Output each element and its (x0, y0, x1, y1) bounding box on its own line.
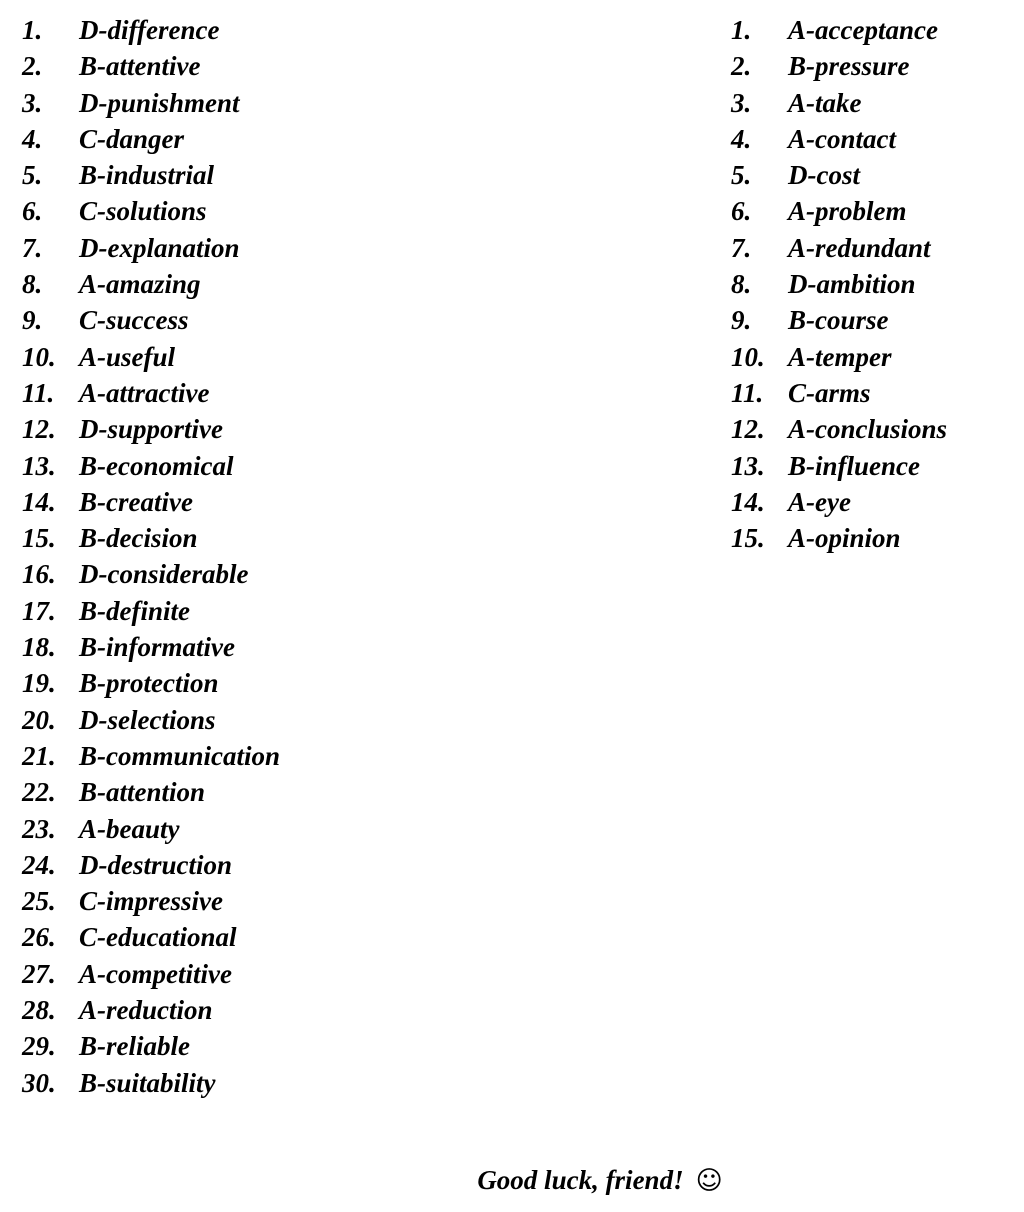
answer-item (731, 157, 947, 193)
answer-number: 12. (22, 414, 56, 445)
answer-number: 8. (731, 269, 752, 300)
answer-item (731, 12, 947, 48)
answer-item (731, 266, 947, 302)
answer-text: B-pressure (788, 51, 910, 82)
answer-item (22, 12, 280, 48)
answer-item (22, 593, 280, 629)
answer-item (22, 266, 280, 302)
answer-text: B-course (788, 305, 889, 336)
answer-item (22, 339, 280, 375)
answer-number: 3. (22, 87, 43, 118)
answer-text: A-eye (788, 486, 851, 517)
answer-text: C-success (79, 305, 189, 336)
answer-number: 14. (22, 486, 56, 517)
answer-text: D-destruction (79, 849, 233, 880)
answer-item (731, 230, 947, 266)
answer-item (731, 484, 947, 520)
answer-number: 18. (22, 632, 56, 663)
answer-text: D-punishment (79, 87, 240, 118)
answer-number: 10. (22, 341, 56, 372)
answer-number: 5. (22, 160, 43, 191)
answer-text: A-beauty (79, 813, 180, 844)
answer-number: 15. (22, 523, 56, 554)
answer-number: 1. (731, 15, 752, 45)
answer-text: B-economical (79, 450, 234, 481)
answer-number: 26. (22, 922, 56, 953)
answer-text: D-ambition (788, 269, 916, 300)
answer-text: B-creative (79, 486, 193, 517)
answer-text: A-competitive (79, 958, 232, 989)
footer-message (0, 1160, 1024, 1201)
answer-text: B-definite (79, 595, 190, 626)
answer-item (731, 411, 947, 447)
answer-item (22, 956, 280, 992)
answer-item (22, 847, 280, 883)
answer-list-right (731, 12, 947, 556)
answer-item (731, 302, 947, 338)
answer-item (22, 157, 280, 193)
answer-number: 6. (22, 196, 43, 227)
answer-item (22, 629, 280, 665)
answer-item (731, 520, 947, 556)
answer-number: 11. (731, 377, 764, 408)
answer-item (731, 85, 947, 121)
answer-item (22, 883, 280, 919)
answer-item (22, 375, 280, 411)
answer-text: B-industrial (79, 160, 215, 191)
answer-text: A-amazing (79, 269, 201, 300)
answer-number: 10. (731, 341, 765, 372)
answer-number: 16. (22, 559, 56, 590)
answer-text: B-attentive (79, 51, 201, 82)
answer-text: C-impressive (79, 886, 223, 917)
answer-number: 7. (22, 232, 43, 263)
smiley-icon: ☺ (695, 1166, 723, 1196)
answer-number: 4. (22, 123, 43, 154)
answer-item (22, 556, 280, 592)
answer-item (22, 738, 280, 774)
answer-item (731, 193, 947, 229)
answer-number: 19. (22, 668, 56, 699)
answer-number: 2. (731, 51, 752, 82)
answer-item (22, 919, 280, 955)
answer-item (22, 811, 280, 847)
answer-text: D-explanation (79, 232, 240, 263)
answer-item (22, 520, 280, 556)
answer-number: 25. (22, 886, 56, 917)
answer-text: A-acceptance (788, 15, 938, 45)
answer-number: 2. (22, 51, 43, 82)
answer-text: B-influence (788, 450, 920, 481)
answer-item (731, 48, 947, 84)
answer-number: 9. (731, 305, 752, 336)
answer-text: A-contact (788, 123, 896, 154)
answer-text: D-difference (79, 15, 220, 45)
answer-text: C-danger (79, 123, 185, 154)
answer-text: A-take (788, 87, 862, 118)
answer-item (22, 1065, 280, 1101)
answer-number: 6. (731, 196, 752, 227)
answer-text: A-useful (79, 341, 176, 372)
answer-number: 22. (22, 777, 56, 808)
answer-number: 20. (22, 704, 56, 735)
answer-item (22, 448, 280, 484)
answer-text: C-educational (79, 922, 237, 953)
answer-text: A-temper (788, 341, 892, 372)
answer-text: D-cost (788, 160, 860, 191)
footer-text: Good luck, friend! (477, 1165, 684, 1195)
answer-text: B-communication (79, 740, 281, 771)
answer-item (22, 193, 280, 229)
answer-text: B-informative (79, 632, 235, 663)
answer-text: C-solutions (79, 196, 207, 227)
answer-text: A-reduction (79, 995, 213, 1026)
answer-list-left (22, 12, 280, 1101)
answer-text: B-decision (79, 523, 198, 554)
answer-number: 1. (22, 15, 43, 45)
answer-item (22, 774, 280, 810)
answer-number: 23. (22, 813, 56, 844)
answer-number: 29. (22, 1031, 56, 1062)
answer-item (731, 375, 947, 411)
answer-text: B-suitability (79, 1067, 216, 1098)
answer-number: 5. (731, 160, 752, 191)
answer-item (22, 48, 280, 84)
answer-text: B-reliable (79, 1031, 190, 1062)
answer-number: 4. (731, 123, 752, 154)
answer-number: 21. (22, 740, 56, 771)
answer-number: 11. (22, 377, 55, 408)
answer-number: 13. (22, 450, 56, 481)
answer-number: 17. (22, 595, 56, 626)
answer-number: 7. (731, 232, 752, 263)
answer-number: 28. (22, 995, 56, 1026)
answer-number: 24. (22, 849, 56, 880)
answer-text: B-protection (79, 668, 219, 699)
answer-text: B-attention (79, 777, 206, 808)
answer-text: A-opinion (788, 523, 901, 554)
answer-number: 14. (731, 486, 765, 517)
answer-text: A-conclusions (788, 414, 948, 445)
answer-text: A-attractive (79, 377, 210, 408)
answer-item (22, 85, 280, 121)
answer-number: 27. (22, 958, 56, 989)
answer-text: A-redundant (788, 232, 931, 263)
answer-item (22, 302, 280, 338)
answer-item (22, 411, 280, 447)
answer-text: D-selections (79, 704, 216, 735)
answer-item (22, 230, 280, 266)
answer-item (22, 665, 280, 701)
answer-item (731, 448, 947, 484)
answer-number: 12. (731, 414, 765, 445)
answer-item (22, 1028, 280, 1064)
answer-number: 8. (22, 269, 43, 300)
answer-text: D-considerable (79, 559, 249, 590)
answer-number: 3. (731, 87, 752, 118)
answer-item (22, 992, 280, 1028)
answer-text: D-supportive (79, 414, 223, 445)
answer-item (22, 121, 280, 157)
answer-number: 13. (731, 450, 765, 481)
answer-number: 9. (22, 305, 43, 336)
answer-item (731, 339, 947, 375)
answer-text: C-arms (788, 377, 871, 408)
answer-number: 15. (731, 523, 765, 554)
answer-item (22, 484, 280, 520)
answer-item (731, 121, 947, 157)
answer-number: 30. (22, 1067, 56, 1098)
answer-text: A-problem (788, 196, 907, 227)
answer-item (22, 702, 280, 738)
